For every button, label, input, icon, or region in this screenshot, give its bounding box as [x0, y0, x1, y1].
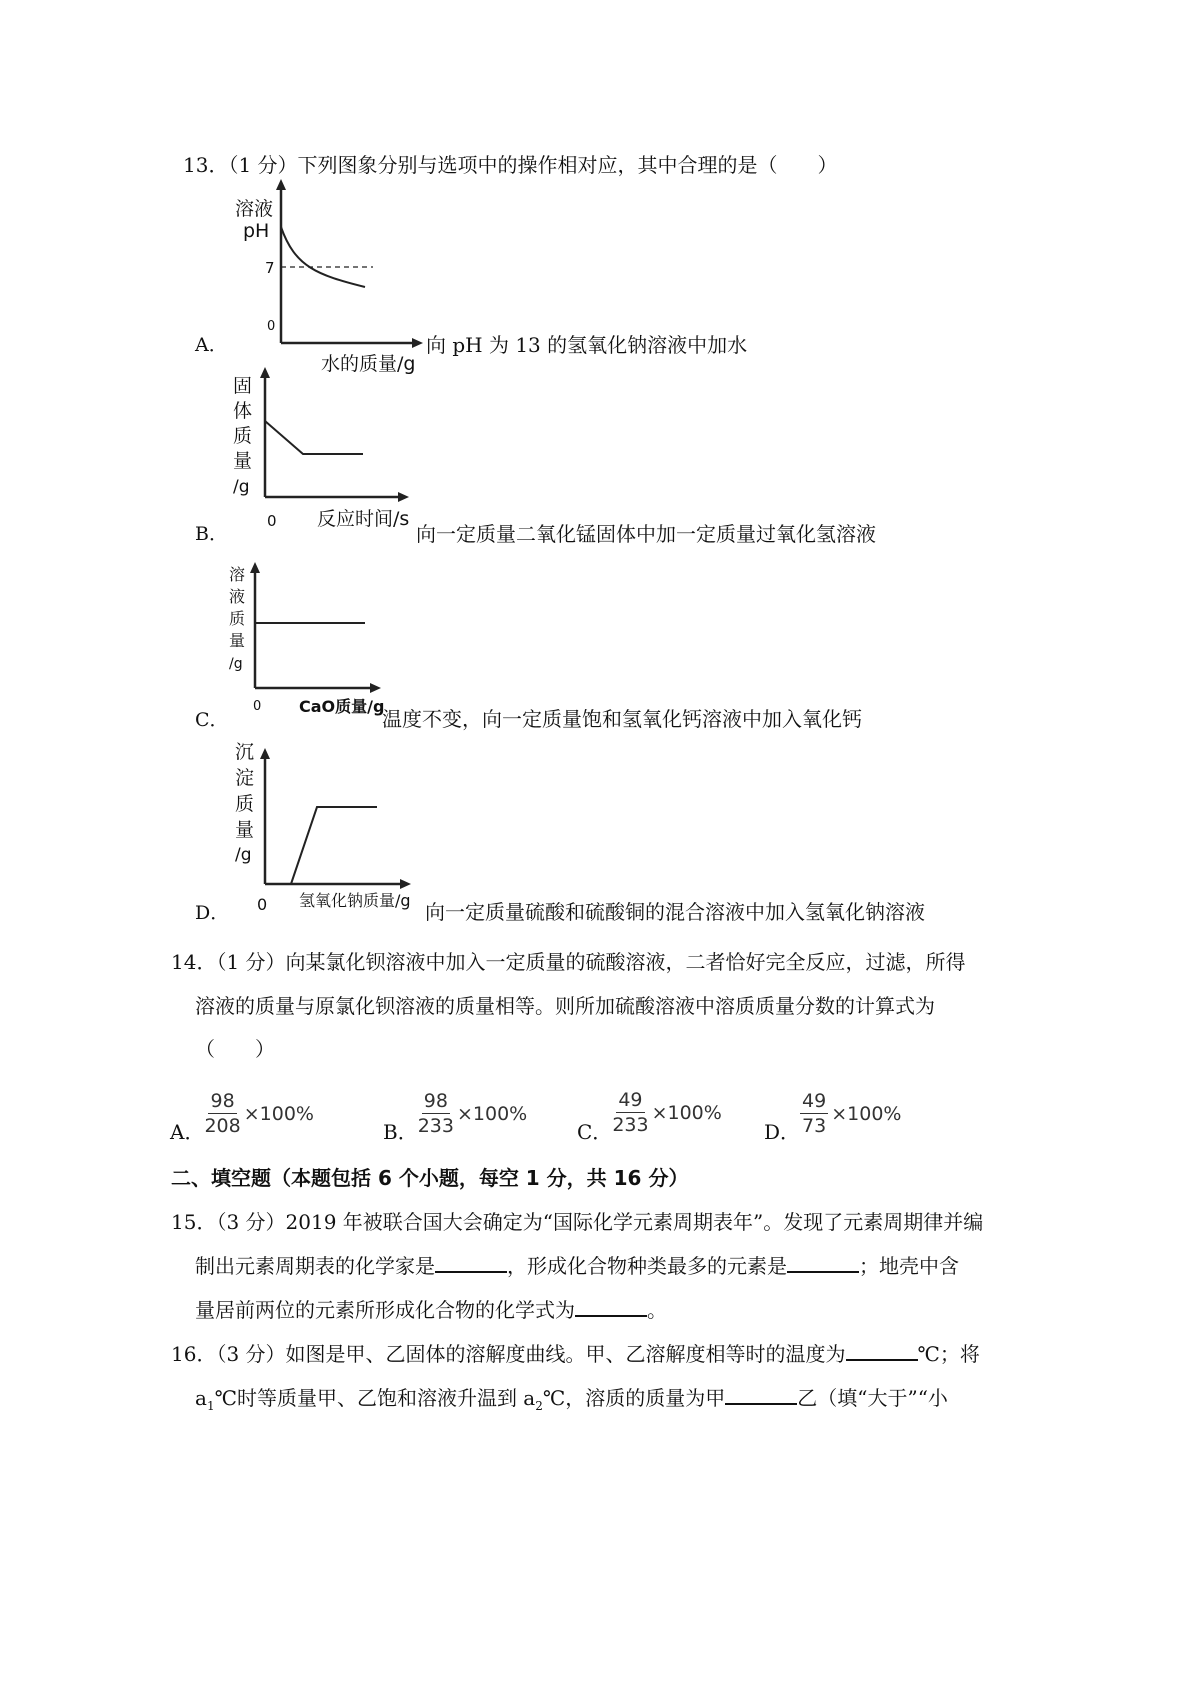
x-axis-arrow: [370, 683, 381, 693]
y-label-char: /g: [229, 656, 243, 672]
origin-label: 0: [267, 512, 277, 530]
numerator: 49: [618, 1089, 643, 1111]
numerator: 98: [210, 1090, 235, 1112]
denominator: 233: [612, 1114, 649, 1136]
section-2-heading: 二、填空题（本题包括 6 个小题，每空 1 分，共 16 分）: [171, 1166, 689, 1190]
fraction: [204, 1090, 240, 1137]
y-label-char: 淀: [235, 767, 255, 789]
precipitate-mass-line: [291, 807, 377, 884]
fraction-suffix: ×100%: [243, 1102, 314, 1125]
y-label-char: 体: [233, 400, 253, 422]
y-label-char: 溶: [229, 565, 246, 584]
q13-option-c-desc: 温度不变，向一定质量饱和氢氧化钙溶液中加入氧化钙: [382, 707, 862, 731]
q13-stem: 13．（1 分）下列图象分别与选项中的操作相对应，其中合理的是（ ）: [183, 153, 838, 177]
answer-blank[interactable]: [575, 1295, 647, 1317]
q16-line-1: 16．（3 分）如图是甲、乙固体的溶解度曲线。甲、乙溶解度相等时的温度为 ℃；将: [171, 1338, 980, 1367]
y-label-1: 溶液: [235, 198, 274, 220]
fraction: [612, 1089, 648, 1136]
q13-option-b-letter: B．: [195, 523, 228, 545]
y-label-char: 量: [233, 450, 253, 472]
fraction-suffix: ×100%: [651, 1101, 722, 1124]
y-axis-arrow: [276, 179, 286, 190]
x-axis-arrow: [400, 879, 411, 889]
y-label-char: 液: [229, 587, 246, 606]
origin-label: 0: [267, 319, 276, 334]
x-axis-arrow: [412, 338, 423, 348]
solid-mass-line: [265, 421, 363, 454]
x-label: 反应时间/s: [317, 508, 410, 530]
y-axis-arrow: [250, 562, 260, 573]
x-axis-arrow: [398, 492, 409, 502]
option-letter: A．: [170, 1120, 205, 1144]
y-label-2: pH: [243, 220, 270, 242]
answer-blank[interactable]: [787, 1251, 859, 1273]
y-label-char: 固: [233, 375, 253, 397]
y-label-char: 量: [229, 631, 246, 650]
origin-label: 0: [253, 699, 262, 714]
q13-option-c-letter: C．: [195, 709, 229, 731]
option-letter: D．: [764, 1120, 801, 1144]
q13-option-d-letter: D．: [195, 902, 230, 924]
x-label: 水的质量/g: [321, 353, 416, 375]
x-label: 氢氧化钠质量/g: [299, 891, 411, 910]
q13-option-a-letter: A．: [195, 334, 228, 356]
y-axis-arrow: [260, 748, 270, 759]
y-label-char: /g: [233, 477, 250, 497]
q14-option-c: [577, 1080, 722, 1145]
q15-line-1: 15．（3 分）2019 年被联合国大会确定为“国际化学元素周期表年”。发现了元素周期律并编: [171, 1210, 984, 1234]
q14-line-1: 14．（1 分）向某氯化钡溶液中加入一定质量的硫酸溶液，二者恰好完全反应，过滤，所得: [171, 950, 966, 974]
ph-curve: [281, 227, 365, 287]
q14-line-2: 溶液的质量与原氯化钡溶液的质量相等。则所加硫酸溶液中溶质质量分数的计算式为: [195, 994, 935, 1018]
answer-blank[interactable]: [435, 1251, 507, 1273]
y-label-char: 量: [235, 819, 255, 841]
q14-line-3: （ ）: [195, 1037, 275, 1061]
denominator: 208: [204, 1115, 241, 1137]
q15-line-3: 量居前两位的元素所形成化合物的化学式为 。: [195, 1294, 667, 1323]
y-label-char: 沉: [235, 741, 255, 763]
option-letter: C．: [577, 1120, 613, 1144]
y-label-char: 质: [229, 609, 246, 628]
fraction: [418, 1090, 454, 1137]
y-label-char: 质: [235, 793, 255, 815]
q14-option-b: [383, 1082, 527, 1145]
q15-line-2: 制出元素周期表的化学家是 ，形成化合物种类最多的元素是 ；地壳中含: [195, 1250, 959, 1279]
q16-line-2: $a_1℃$时等质量甲、乙饱和溶液升温到 $a_2℃$，溶质的质量为甲 乙（填“大于”“小: [195, 1382, 948, 1413]
q14-option-d: [764, 1082, 901, 1145]
q13-graph-a: [225, 175, 425, 375]
q13-graph-b: [225, 365, 425, 565]
q13-option-d-desc: 向一定质量硫酸和硫酸铜的混合溶液中加入氢氧化钠溶液: [425, 900, 925, 924]
answer-blank[interactable]: [725, 1383, 797, 1405]
fraction-suffix: ×100%: [456, 1102, 528, 1125]
q13-graph-d: [225, 736, 425, 916]
denominator: 233: [417, 1115, 454, 1137]
q13-option-b-desc: 向一定质量二氧化锰固体中加一定质量过氧化氢溶液: [416, 522, 876, 546]
fraction: [800, 1090, 828, 1137]
fraction-suffix: ×100%: [831, 1102, 902, 1125]
numerator: 98: [423, 1090, 448, 1112]
answer-blank[interactable]: [846, 1339, 918, 1361]
y-axis-arrow: [260, 367, 270, 378]
ref-tick: 7: [265, 259, 275, 277]
denominator: 73: [802, 1115, 827, 1137]
origin-label: 0: [257, 895, 268, 914]
q13-option-a-desc: 向 pH 为 13 的氢氧化钠溶液中加水: [426, 333, 748, 357]
y-label-char: 质: [233, 425, 253, 447]
q14-option-a: [170, 1082, 314, 1145]
y-label-char: /g: [235, 845, 252, 865]
x-label: CaO质量/g: [299, 697, 385, 716]
option-letter: B．: [383, 1120, 418, 1144]
numerator: 49: [802, 1090, 827, 1112]
